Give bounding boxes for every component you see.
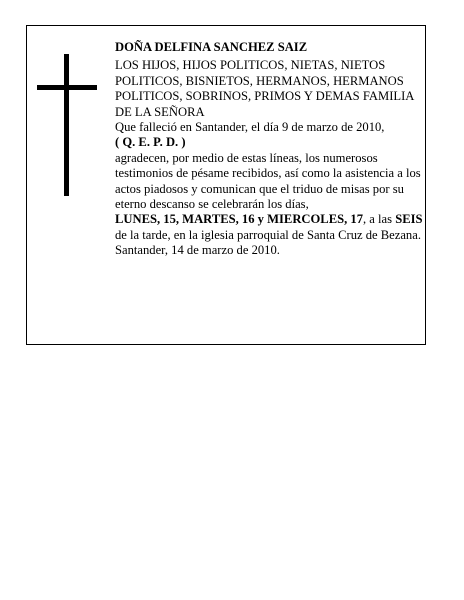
at-the: , a las bbox=[363, 212, 393, 227]
qepd: ( Q. E. P. D. ) bbox=[115, 135, 186, 150]
thanks-paragraph bbox=[115, 151, 423, 243]
mass-location: de la tarde, en la iglesia parroquial de Santa Cruz de Bezana. bbox=[115, 227, 421, 242]
deceased-name: DOÑA DELFINA SANCHEZ SAIZ bbox=[115, 40, 308, 54]
mass-day-wednesday: MIERCOLES, 17 bbox=[267, 212, 363, 227]
notice-text bbox=[115, 40, 423, 259]
mass-hour: SEIS bbox=[395, 212, 423, 227]
signature-line: Santander, 14 de marzo de 2010. bbox=[115, 243, 280, 258]
cross-horizontal-bar bbox=[37, 85, 97, 90]
cross-icon bbox=[37, 54, 97, 196]
thanks-text: agradecen, por medio de estas líneas, los numerosos testimonios de pésame recibidos, así como la asistencia a los actos piadosos y comunican que el triduo de misas por su eterno descanso se celebrarán los días, bbox=[115, 150, 421, 212]
obituary-notice bbox=[26, 25, 426, 345]
cross-vertical-bar bbox=[64, 54, 69, 196]
family-list: LOS HIJOS, HIJOS POLITICOS, NIETAS, NIETOS POLITICOS, BISNIETOS, HERMANOS, HERMANOS POLITICOS, SOBRINOS, PRIMOS Y DEMAS FAMILIA DE LA SEÑORA bbox=[115, 58, 414, 119]
mass-days: LUNES, 15, MARTES, 16 bbox=[115, 212, 255, 227]
passed-line: Que falleció en Santander, el día 9 de marzo de 2010, bbox=[115, 120, 385, 135]
and-word: y bbox=[257, 212, 264, 227]
